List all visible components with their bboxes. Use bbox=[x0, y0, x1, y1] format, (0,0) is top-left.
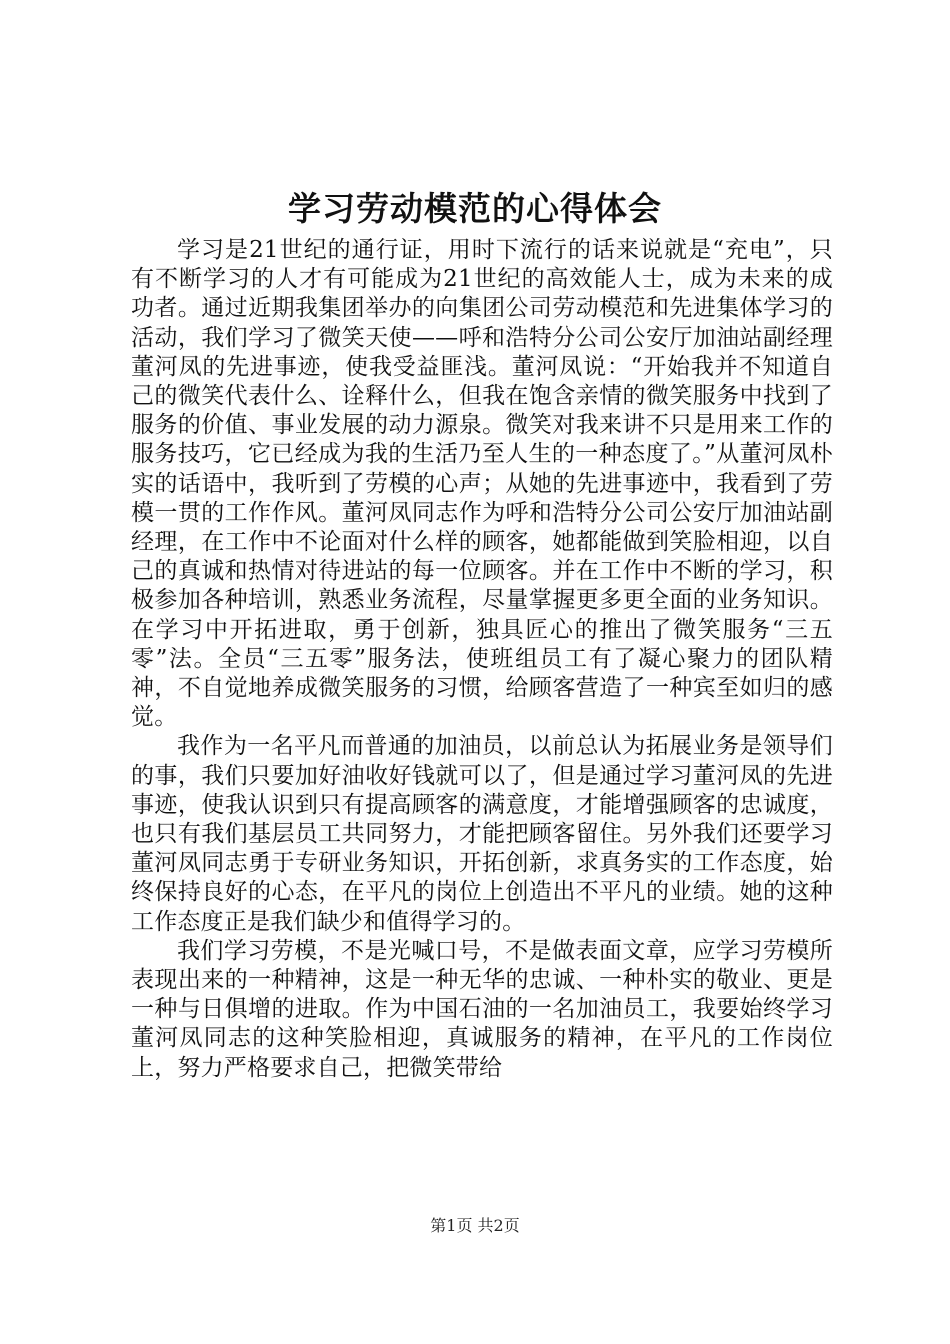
document-title: 学习劳动模范的心得体会 bbox=[288, 189, 662, 228]
paragraph-3: 我们学习劳模，不是光喊口号，不是做表面文章，应学习劳模所表现出来的一种精神，这是一种无华的忠诚、一种朴实的敬业、更是一种与日俱增的进取。作为中国石油的一名加油员工，我要始终学习董河凤同志的这种笑脸相迎，真诚服务的精神，在平凡的工作岗位上，努力严格要求自己，把微笑带给 bbox=[131, 937, 833, 1081]
document-body bbox=[131, 236, 833, 1083]
paragraph-1: 学习是21世纪的通行证，用时下流行的话来说就是“充电”，只有不断学习的人才有可能成为21世纪的高效能人士，成为未来的成功者。通过近期我集团举办的向集团公司劳动模范和先进集体学习的活动，我们学习了微笑天使——呼和浩特分公司公安厅加油站副经理董河凤的先进事迹，使我受益匪浅。董河凤说：“开始我并不知道自己的微笑代表什么、诠释什么，但我在饱含亲情的微笑服务中找到了服务的价值、事业发展的动力源泉。微笑对我来讲不只是用来工作的服务技巧，它已经成为我的生活乃至人生的一种态度了。”从董河凤朴实的话语中，我听到了劳模的心声；从她的先进事迹中，我看到了劳模一贯的工作作风。董河凤同志作为呼和浩特分公司公安厅加油站副经理，在工作中不论面对什么样的顾客，她都能做到笑脸相迎，以自己的真诚和热情对待进站的每一位顾客。并在工作中不断的学习，积极参加各种培训，熟悉业务流程，尽量掌握更多更全面的业务知识。在学习中开拓进取，勇于创新，独具匠心的推出了微笑服务“三五零”法。全员“三五零”服务法，使班组员工有了凝心聚力的团队精神，不自觉地养成微笑服务的习惯，给顾客营造了一种宾至如归的感觉。 bbox=[131, 237, 833, 731]
page-number-footer: 第1页 共2页 bbox=[430, 1216, 520, 1235]
paragraph-2: 我作为一名平凡而普通的加油员，以前总认为拓展业务是领导们的事，我们只要加好油收好钱就可以了，但是通过学习董河凤的先进事迹，使我认识到只有提高顾客的满意度，才能增强顾客的忠诚度，也只有我们基层员工共同努力，才能把顾客留住。另外我们还要学习董河凤同志勇于专研业务知识，开拓创新，求真务实的工作态度，始终保持良好的心态，在平凡的岗位上创造出不平凡的业绩。她的这种工作态度正是我们缺少和值得学习的。 bbox=[131, 733, 833, 935]
